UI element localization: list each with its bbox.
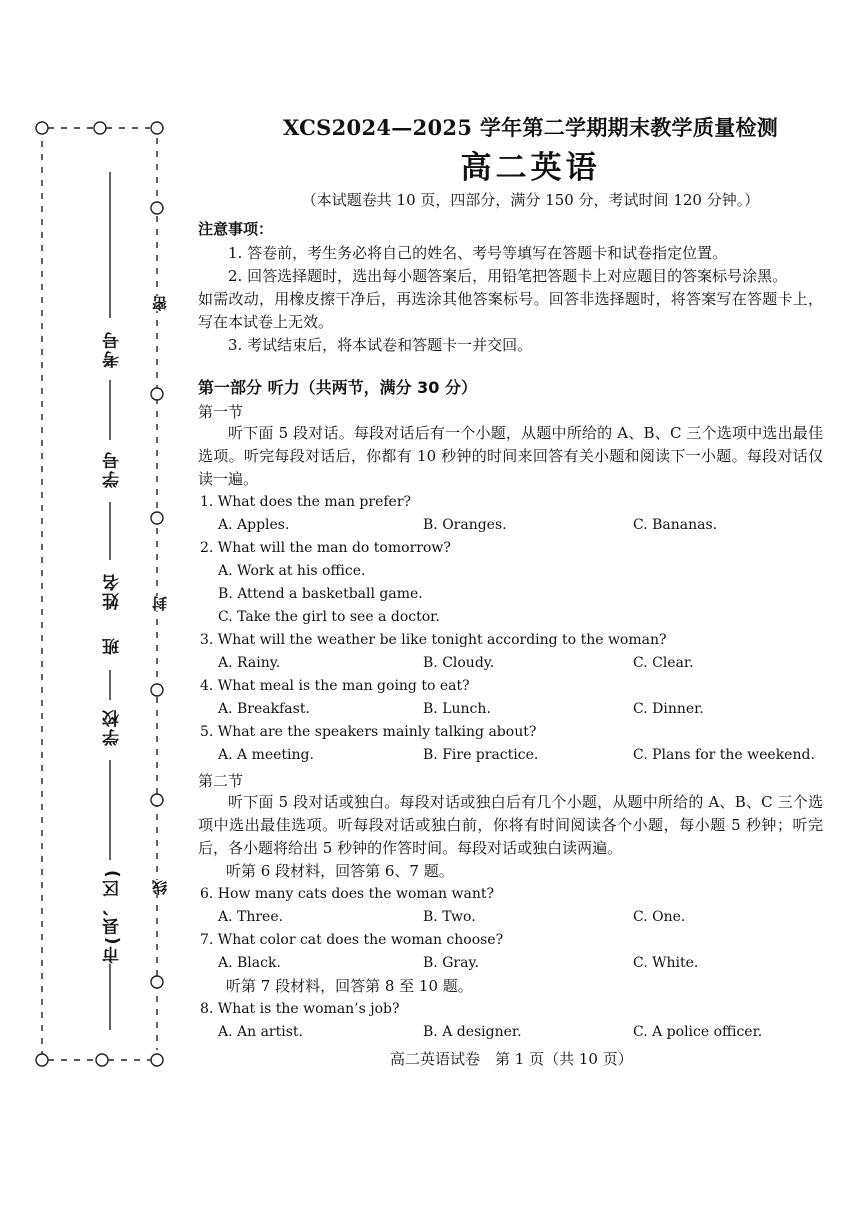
option-b: B. Oranges. [423, 517, 507, 533]
option-b: B. A designer. [423, 1024, 522, 1040]
material-7-lead: 听第 7 段材料，回答第 8 至 10 题。 [226, 977, 473, 995]
option-b: B. Attend a basketball game. [218, 586, 423, 602]
option-a: A. Black. [218, 955, 281, 971]
binding-label-city: 市(县、区) [100, 868, 125, 964]
binding-cut-word-line: 线 [151, 880, 169, 895]
note-item-2: 2. 回答选择题时，选出每小题答案后，用铅笔把答题卡上对应题目的答案标号涂黑。 [228, 267, 788, 285]
section1-heading: 第一节 [198, 403, 244, 421]
option-a: A. A meeting. [218, 747, 314, 763]
question-5-options [198, 744, 823, 767]
option-b: B. Two. [423, 909, 476, 925]
note-item-3: 3. 考试结束后，将本试卷和答题卡一并交回。 [228, 336, 533, 354]
question-7: 7. What color cat does the woman choose? [200, 932, 504, 948]
option-c: C. Bananas. [633, 517, 718, 533]
binding-cut-word-close: 封 [151, 596, 169, 611]
option-b: B. Cloudy. [423, 655, 495, 671]
section2-instructions: 听下面 5 段对话或独白。每段对话或独白后有几个小题，从题中所给的 A、B、C 三个选项中选出最佳选项。听每段对话或独白前，你将有时间阅读各个小题，每小题 5 秒钟；听完后，各小题将给出 5 秒钟的作答时间。每段对话或独白读两遍。 [198, 793, 823, 857]
binding-label-exam-number: 考号 [100, 330, 125, 368]
question-4-options [198, 698, 823, 721]
option-c: C. A police officer. [633, 1024, 763, 1040]
option-a: A. An artist. [218, 1024, 303, 1040]
exam-subject: 高二英语 [460, 150, 601, 186]
option-b: B. Fire practice. [423, 747, 539, 763]
section1-instructions: 听下面 5 段对话。每段对话后有一个小题，从题中所给的 A、B、C 三个选项中选出最佳选项。听完每段对话后，你都有 10 秒钟的时间来回答有关小题和阅读下一小题。每段对话仅读一遍。 [198, 424, 823, 488]
question-3: 3. What will the weather be like tonight according to the woman? [200, 632, 667, 648]
option-a: A. Rainy. [218, 655, 281, 671]
option-c: C. Take the girl to see a doctor. [218, 609, 440, 625]
section2-heading: 第二节 [198, 772, 244, 790]
question-1: 1. What does the man prefer? [200, 494, 412, 510]
page-footer: 高二英语试卷 第 1 页（共 10 页） [390, 1050, 633, 1068]
notes-heading: 注意事项： [198, 220, 274, 238]
binding-label-name: 姓名 [100, 572, 125, 610]
question-3-options [198, 652, 823, 675]
option-c: C. Dinner. [633, 701, 704, 717]
option-c: C. Clear. [633, 655, 694, 671]
binding-label-class: 班 [100, 636, 125, 655]
question-4: 4. What meal is the man going to eat? [200, 678, 470, 694]
exam-subtitle: （本试题卷共 10 页，四部分，满分 150 分，考试时间 120 分钟。） [301, 191, 760, 209]
question-8: 8. What is the woman’s job? [200, 1001, 400, 1017]
exam-content [198, 112, 823, 1044]
option-b: B. Gray. [423, 955, 479, 971]
question-2: 2. What will the man do tomorrow? [200, 540, 451, 556]
option-b: B. Lunch. [423, 701, 491, 717]
option-c: C. Plans for the weekend. [633, 747, 815, 763]
question-1-options [198, 514, 823, 537]
option-c: C. One. [633, 909, 686, 925]
option-a: A. Three. [218, 909, 284, 925]
option-a: A. Apples. [218, 517, 290, 533]
question-6: 6. How many cats does the woman want? [200, 886, 494, 902]
option-a: A. Work at his office. [218, 563, 366, 579]
option-a: A. Breakfast. [218, 701, 310, 717]
material-6-lead: 听第 6 段材料，回答第 6、7 题。 [226, 862, 454, 880]
binding-cut-word-seal: 密 [151, 296, 169, 311]
question-6-options [198, 906, 823, 929]
question-7-options [198, 952, 823, 975]
binding-label-student-id: 学号 [100, 450, 125, 488]
binding-margin [0, 0, 200, 1216]
option-c: C. White. [633, 955, 699, 971]
question-8-options [198, 1021, 823, 1044]
exam-title: XCS2024—2025 学年第二学期期末教学质量检测 [282, 115, 779, 140]
note-item-2-cont: 如需改动，用橡皮擦干净后，再选涂其他答案标号。回答非选择题时，将答案写在答题卡上，写在本试卷上无效。 [198, 290, 823, 331]
binding-label-school: 学校 [100, 708, 125, 746]
note-item-1: 1. 答卷前，考生务必将自己的姓名、考号等填写在答题卡和试卷指定位置。 [228, 244, 728, 262]
part1-heading: 第一部分 听力（共两节，满分 30 分） [198, 378, 477, 397]
question-5: 5. What are the speakers mainly talking about? [200, 724, 537, 740]
